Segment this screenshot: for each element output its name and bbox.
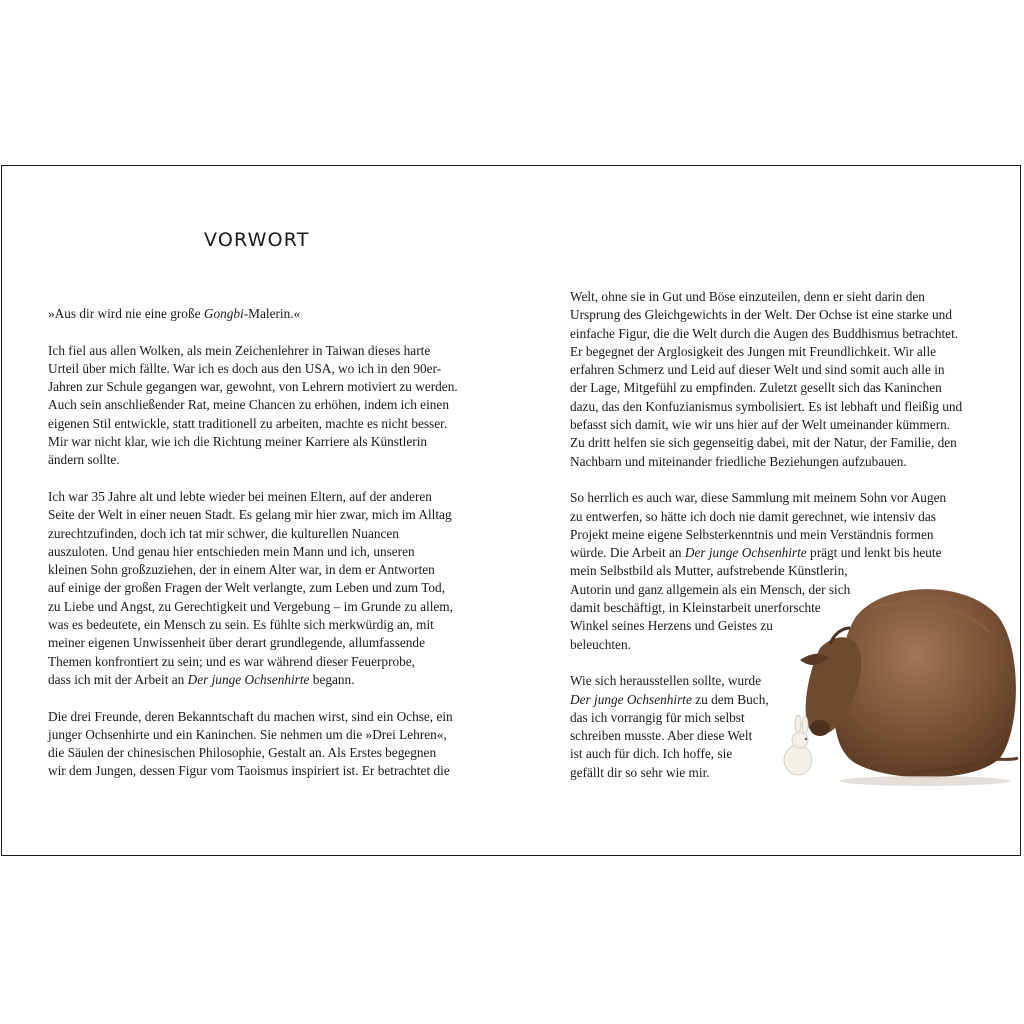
text-segment: auszuloten. Und genau hier entschieden mein Mann und ich, unseren [48, 543, 415, 559]
text-segment: Ich war 35 Jahre alt und lebte wieder bei meinen Eltern, auf der anderen [48, 488, 432, 504]
text-line [570, 379, 962, 397]
text-line [48, 506, 458, 524]
text-segment: So herrlich es auch war, diese Sammlung mit meinem Sohn vor Augen [570, 490, 947, 506]
ox-figure [800, 589, 1018, 786]
page-title: VORWORT [204, 229, 310, 251]
text-segment: Ich fiel aus allen Wolken, als mein Zeichenlehrer in Taiwan dieses harte [48, 342, 431, 358]
text-line [48, 433, 458, 451]
rabbit-figure [784, 715, 812, 775]
text-segment: Welt, ohne sie in Gut und Böse einzuteilen, denn er sieht darin den [570, 289, 925, 304]
text-segment: Urteil über mich fällte. War ich es doch aus den USA, wo ich in den 90er- [48, 360, 442, 376]
text-line [48, 305, 458, 323]
text-line [48, 708, 458, 726]
text-line [48, 396, 458, 414]
text-segment: Winkel seines Herzens und Geistes zu [570, 618, 773, 634]
text-segment: Themen konfrontiert zu sein; und es war während dieser Feuerprobe, [48, 653, 416, 669]
text-segment: Wie sich herausstellen sollte, wurde [570, 673, 762, 689]
text-line [48, 598, 458, 616]
text-segment: die Säulen der chinesischen Philosophie, Gestalt an. Als Erstes begegnen [48, 745, 437, 761]
text-line [570, 288, 962, 306]
text-line [570, 544, 962, 562]
text-line [570, 453, 962, 471]
text-line [48, 616, 458, 634]
left-text-column [48, 305, 458, 781]
text-segment: Mir war nicht klar, wie ich die Richtung meiner Karriere als Künstlerin [48, 434, 428, 450]
text-segment: beleuchten. [570, 636, 631, 652]
text-line [570, 508, 962, 526]
text-segment: damit beschäftigt, in Kleinstarbeit unerforschte [570, 600, 821, 616]
text-segment: kleinen Sohn großzuziehen, der in einem Alter war, in dem er Antworten [48, 562, 435, 578]
text-segment: Nachbarn und miteinander friedliche Beziehungen aufzubauen. [570, 453, 907, 469]
text-line [48, 579, 458, 597]
text-line [48, 543, 458, 561]
text-line [570, 361, 962, 379]
ox-and-rabbit-illustration [760, 578, 1020, 788]
text-segment: Zu dritt helfen sie sich gegenseitig dabei, mit der Natur, der Familie, den [570, 435, 957, 451]
text-line [48, 726, 458, 744]
text-segment: meiner eigenen Unwissenheit über derart grundlegende, allumfassende [48, 635, 425, 651]
text-line [48, 744, 458, 762]
text-segment: dazu, das den Konfuzianismus symbolisiert. Es ist lebhaft und fleißig und [570, 398, 963, 414]
text-segment: begann. [309, 671, 355, 687]
text-segment: zurechtzufinden, doch ich tat mir schwer, die kulturellen Nuancen [48, 525, 399, 541]
paragraph-gap [570, 471, 962, 489]
text-segment: der Lage, Mitgefühl zu empfinden. Zuletzt gesellt sich das Kaninchen [570, 380, 942, 396]
text-segment: Er begegnet der Arglosigkeit des Jungen mit Freundlichkeit. Wir alle [570, 343, 937, 359]
text-segment: Jahren zur Schule gegangen war, gewohnt, von Lehrern motiviert zu werden. [48, 379, 458, 395]
text-line [48, 653, 458, 671]
text-line [48, 525, 458, 543]
text-segment: zu Liebe und Angst, zu Gerechtigkeit und Vergebung – im Grunde zu allem, [48, 598, 453, 614]
text-line [570, 489, 962, 507]
text-segment: Die drei Freunde, deren Bekanntschaft du machen wirst, sind ein Ochse, ein [48, 708, 453, 724]
text-segment: Projekt meine eigene Selbsterkenntnis und mein Verständnis formen [570, 526, 934, 542]
text-segment: zu entwerfen, so hätte ich doch nie damit gerechnet, wie intensiv das [570, 508, 936, 524]
text-segment: was es bedeutete, ein Mensch zu sein. Es fühlte sich merkwürdig an, mit [48, 617, 434, 633]
text-segment: prägt und lenkt bis heute [806, 545, 942, 561]
text-segment: mein Selbstbild als Mutter, aufstrebende Künstlerin, [570, 563, 848, 579]
text-segment: ist auch für dich. Ich hoffe, sie [570, 746, 733, 762]
text-line [48, 762, 458, 780]
text-segment: eigenen Stil entwickle, statt traditionell zu arbeiten, machte es nicht besser. [48, 415, 448, 431]
text-line [48, 451, 458, 469]
italic-title: Der junge Ochsenhirte [684, 545, 807, 561]
text-line [570, 398, 962, 416]
text-line [48, 671, 458, 689]
text-segment: Ursprung des Gleichgewichts in der Welt. Der Ochse ist eine starke und [570, 307, 952, 323]
text-segment: Autorin und ganz allgemein als ein Mensch, der sich [570, 581, 851, 597]
text-segment: einfache Figur, die die Welt durch die Augen des Buddhismus betrachtet. [570, 325, 959, 341]
text-line [570, 306, 962, 324]
text-segment: gefällt dir so sehr wie mir. [570, 764, 710, 780]
text-segment: Auch sein anschließender Rat, meine Chancen zu erhöhen, indem ich einen [48, 397, 449, 413]
text-line [48, 378, 458, 396]
text-line [48, 561, 458, 579]
text-line [570, 434, 962, 452]
text-line [570, 416, 962, 434]
text-line [48, 360, 458, 378]
text-line [570, 526, 962, 544]
text-segment: wir dem Jungen, dessen Figur vom Taoismus inspiriert ist. Er betrachtet die [48, 763, 450, 779]
text-segment: »Aus dir wird nie eine große [48, 306, 204, 321]
paragraph-gap [48, 470, 458, 488]
text-segment: erfahren Schmerz und Leid auf dieser Welt und sind somit auch alle in [570, 362, 945, 378]
paragraph-gap [48, 689, 458, 707]
text-line [570, 325, 962, 343]
text-segment: auf einige der großen Fragen der Welt verlangte, zum Leben und zum Tod, [48, 580, 446, 596]
text-segment: schreiben musste. Aber diese Welt [570, 728, 753, 744]
text-segment: das ich vorrangig für mich selbst [570, 709, 745, 725]
italic-title: Der junge Ochsenhirte [570, 691, 692, 707]
text-line [48, 488, 458, 506]
text-line [48, 634, 458, 652]
italic-title: Gongbi [203, 306, 244, 321]
text-line [48, 415, 458, 433]
italic-title: Der junge Ochsenhirte [187, 671, 310, 687]
text-segment: würde. Die Arbeit an [570, 545, 685, 561]
text-line [570, 343, 962, 361]
text-segment: ändern sollte. [48, 452, 120, 468]
text-line [48, 342, 458, 360]
text-segment: Seite der Welt in einer neuen Stadt. Es gelang mir hier zwar, mich im Alltag [48, 507, 452, 523]
text-segment: -Malerin.« [243, 306, 301, 321]
paragraph-gap [48, 323, 458, 341]
text-segment: junger Ochsenhirte und ein Kaninchen. Sie nehmen um die »Drei Lehren«, [48, 726, 447, 742]
text-segment: zu dem Buch, [691, 691, 769, 707]
text-segment: dass ich mit der Arbeit an [48, 671, 188, 687]
text-segment: befasst sich damit, wie wir uns hier auf der Welt umeinander kümmern. [570, 417, 951, 433]
